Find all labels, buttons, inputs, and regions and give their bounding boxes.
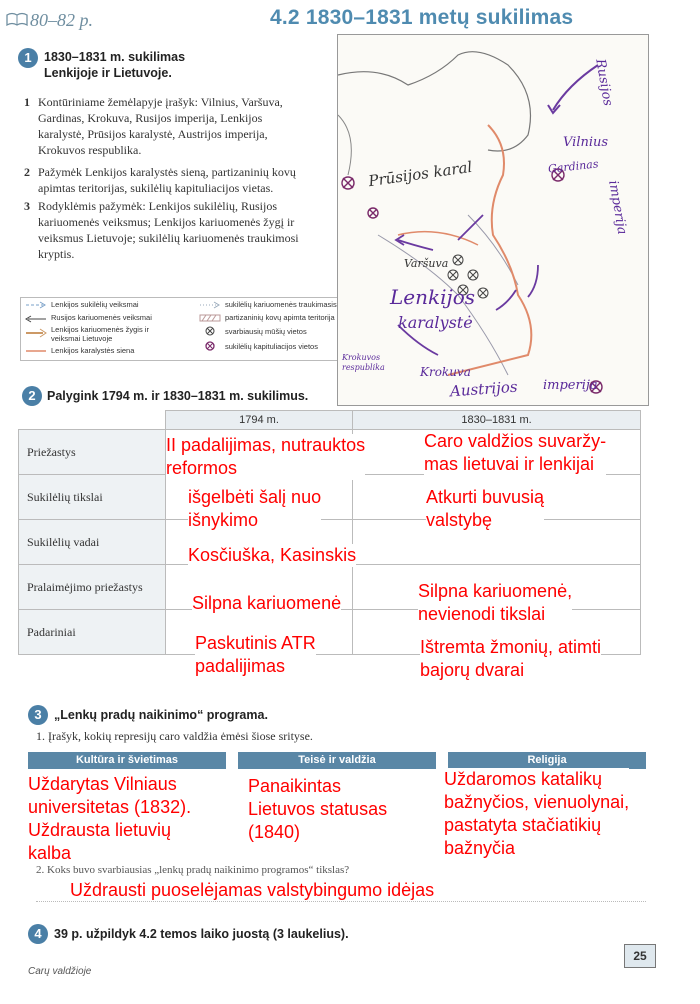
map-label-vilnius: Vilnius	[563, 135, 609, 150]
task-text: Rodyklėmis pažymėk: Lenkijos sukilėlių, Rusijos	[38, 199, 277, 213]
table-row	[19, 475, 641, 520]
box-religion	[448, 752, 646, 769]
section-4-text: 39 p. užpildyk 4.2 temos laiko juostą (3 laukelius).	[54, 927, 349, 941]
column-header-1830: 1830–1831 m.	[353, 411, 641, 430]
answer-causes-1830: Caro valdžios suvaržy- mas lietuvai ir lenkijai	[424, 431, 607, 474]
page-title: 4.2 1830–1831 metų sukilimas	[270, 6, 574, 29]
map-label-imperija2: imperija	[543, 378, 598, 393]
answer-leaders-1794: Kosčiuška, Kasinskis	[188, 545, 357, 565]
row-label: Sukilėlių tikslai	[19, 475, 166, 520]
answer-causes-1794: II padalijimas, nutrauktos reformos	[166, 435, 366, 478]
task-1-1	[24, 94, 283, 158]
footer-chapter: Carų valdžioje	[28, 966, 92, 977]
task-1-2	[24, 164, 296, 196]
column-header-1794: 1794 m.	[166, 411, 353, 430]
map-label-prussia: Prūsijos karal	[367, 157, 474, 191]
box-header: Religija	[448, 752, 646, 769]
table-corner	[19, 411, 166, 430]
task-number: 2	[24, 165, 30, 179]
answer-law: Panaikintas Lietuvos statusas (1840)	[248, 776, 388, 842]
section-3-question-1: 1. Įrašyk, kokių represijų caro valdžia ėmėsi šiose srityse.	[36, 729, 313, 743]
task-number: 3	[24, 199, 30, 213]
section-number-2: 2	[22, 386, 42, 406]
legend-item: Lenkijos kariuomenės žygis ir	[51, 325, 149, 334]
border-line-icon	[25, 348, 47, 354]
page-reference: 80–82 p.	[30, 10, 93, 30]
answer-main-goal: Uždrausti puoselėjamas valstybingumo idėjas	[70, 880, 435, 900]
answer-culture: Uždarytas Vilniaus universitetas (1832). Uždrausta lietuvių kalba	[28, 774, 192, 863]
task-text: Pažymėk Lenkijos karalystės sieną, partizaninių kovų	[38, 165, 296, 179]
map-label-respublika: respublika	[342, 363, 385, 372]
row-label: Padariniai	[19, 610, 166, 655]
task-text: apimtas teritorijas, sukilėlių kapituliacijos vietas.	[38, 181, 274, 195]
map-label-imperija: imperija	[605, 179, 630, 236]
section-1-title-line2: Lenkijoje ir Lietuvoje.	[44, 66, 172, 80]
section-1-title-line1: 1830–1831 m. sukilimas	[44, 50, 186, 64]
arrow-double-icon	[25, 328, 47, 338]
task-text: Kontūriniame žemėlapyje įrašyk: Vilnius, Varšuva,	[38, 95, 283, 109]
answer-religion: Uždaromos katalikų bažnyčios, vienuolynai, pastatyta stačiatikių bažnyčia	[444, 769, 630, 858]
map-label-krokuvos: Krokuvos	[342, 353, 381, 362]
map-label-varsuva: Varšuva	[404, 257, 449, 270]
page-number: 25	[624, 944, 656, 968]
book-icon	[6, 12, 28, 26]
task-number: 1	[24, 95, 30, 109]
contour-map	[337, 34, 649, 406]
answer-results-1830: Ištremta žmonių, atimti bajorų dvarai	[420, 637, 602, 680]
legend-item: Lenkijos sukilėlių veiksmai	[51, 300, 139, 309]
row-label: Sukilėlių vadai	[19, 520, 166, 565]
box-header: Kultūra ir švietimas	[28, 752, 226, 769]
answer-defeat-1830: Silpna kariuomenė, nevienodi tikslai	[418, 581, 573, 624]
answer-goals-1830: Atkurti buvusią valstybę	[426, 487, 545, 530]
section-number-3: 3	[28, 705, 48, 725]
battle-marker-icon	[205, 326, 215, 336]
legend-item: sukilėlių kariuomenės traukimasis	[225, 300, 337, 309]
row-label: Priežastys	[19, 430, 166, 475]
legend-item: partizaninių kovų apimta teritorija	[225, 313, 335, 322]
arrow-dashed-icon	[25, 301, 47, 309]
hatched-area-icon	[199, 314, 221, 322]
legend-item: Lenkijos karalystės siena	[51, 346, 135, 355]
map-label-krokuva: Krokuva	[420, 365, 471, 379]
section-number-4: 4	[28, 924, 48, 944]
arrow-icon	[25, 315, 47, 323]
capitulation-marker-icon	[205, 341, 215, 351]
capitulation-markers	[342, 169, 602, 393]
box-culture	[28, 752, 226, 769]
answer-line	[36, 900, 646, 902]
map-label-lenkijos: Lenkijos	[390, 285, 476, 309]
map-label-gardinas: Gardinas	[547, 157, 599, 176]
legend-item: veiksmai Lietuvoje	[51, 334, 113, 343]
map-label-karalyste: karalystė	[398, 313, 473, 332]
section-3-question-2: 2. Koks buvo svarbiausias „lenkų pradų naikinimo programos“ tikslas?	[36, 864, 350, 876]
task-text: kryptis.	[38, 247, 75, 261]
box-law	[238, 752, 436, 769]
task-1-3	[24, 198, 299, 262]
task-text: karalystė, Prūsijos karalystė, Austrijos imperija,	[38, 127, 268, 141]
section-number-1: 1	[18, 48, 38, 68]
box-header: Teisė ir valdžia	[238, 752, 436, 769]
legend-item: sukilėlių kapituliacijos vietos	[225, 342, 318, 351]
map-label-austrijos: Austrijos	[449, 377, 519, 401]
row-label: Pralaimėjimo priežastys	[19, 565, 166, 610]
section-2-title: Palygink 1794 m. ir 1830–1831 m. sukilimus.	[47, 389, 309, 403]
legend-item: Rusijos kariuomenės veiksmai	[51, 313, 152, 322]
legend-item: svarbiausių mūšių vietos	[225, 327, 307, 336]
task-text: veiksmus Lietuvoje; sukilėlių kariuomenės traukimosi	[38, 231, 299, 245]
answer-defeat-1794: Silpna kariuomenė	[192, 593, 342, 613]
map-legend	[20, 297, 348, 361]
task-text: kariuomenės veiksmus; Lenkijos kariuomenės žygį ir	[38, 215, 295, 229]
section-3-title: „Lenkų pradų naikinimo“ programa.	[54, 708, 268, 722]
answer-goals-1794: išgelbėti šalį nuo išnykimo	[188, 487, 322, 530]
task-text: Krokuvos respublika.	[38, 143, 142, 157]
answer-results-1794: Paskutinis ATR padalijimas	[195, 633, 316, 676]
map-label-rusijos: Rusijos	[592, 57, 616, 108]
table-header-row	[19, 411, 641, 430]
task-text: Gardinas, Krokuva, Rusijos imperija, Lenkijos	[38, 111, 263, 125]
arrow-retreat-icon	[199, 301, 221, 309]
